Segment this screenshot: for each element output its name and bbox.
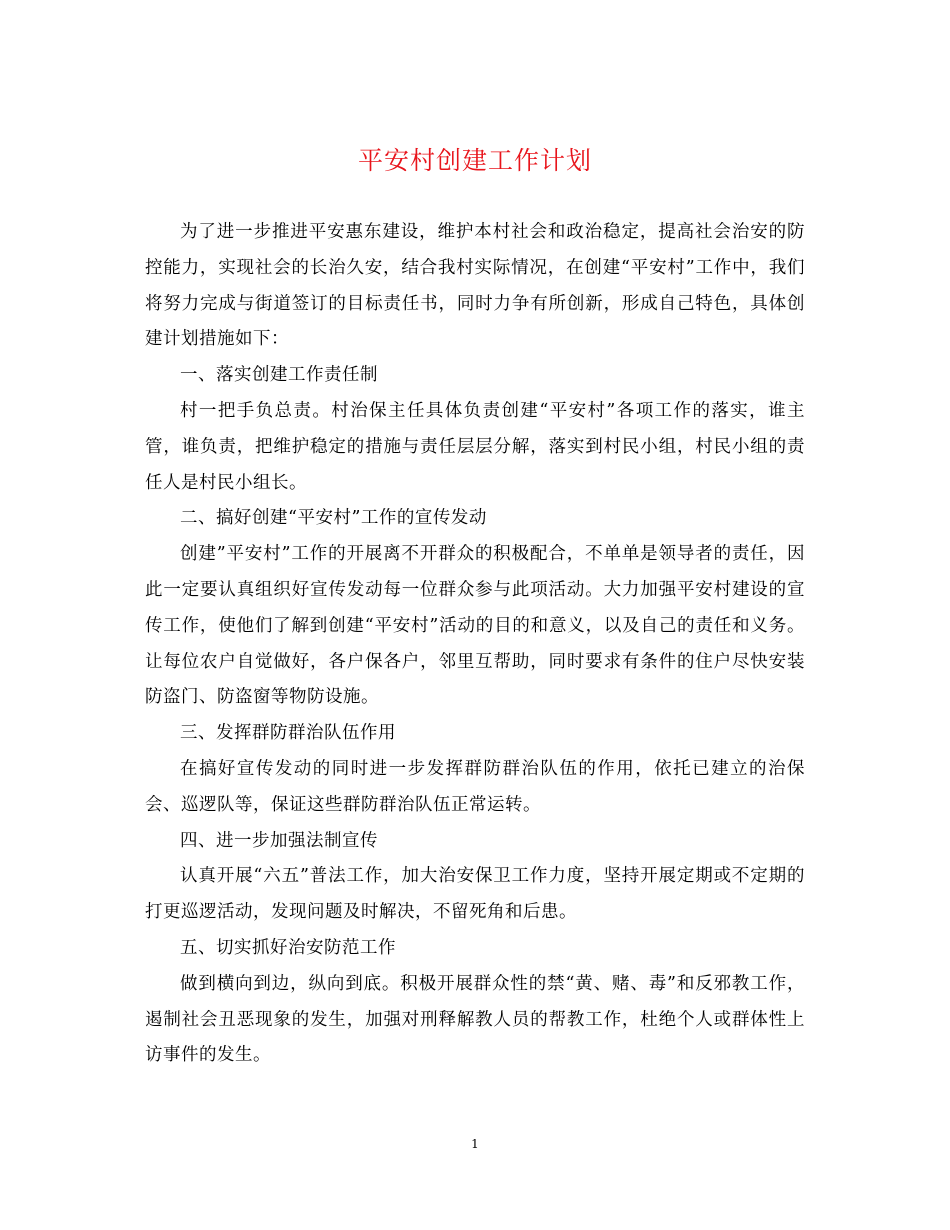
- section-paragraph-4: 认真开展“六五”普法工作，加大治安保卫工作力度，坚持开展定期或不定期的打更巡逻活动，发现问题及时解决，不留死角和后患。: [145, 866, 805, 923]
- section-heading-5: 五、切实抓好治安防范工作: [180, 937, 396, 958]
- section-heading-4: 四、进一步加强法制宣传: [180, 830, 378, 851]
- page-number: 1: [471, 1137, 479, 1151]
- section-paragraph-3: 在搞好宣传发动的同时进一步发挥群防群治队伍的作用，依托已建立的治保会、巡逻队等，保证这些群防群治队伍正常运转。: [145, 758, 805, 815]
- intro-paragraph: 为了进一步推进平安惠东建设，维护本村社会和政治稳定，提高社会治安的防控能力，实现社会的长治久安，结合我村实际情况，在创建“平安村”工作中，我们将努力完成与街道签订的目标责任书，同时力争有所创新，形成自己特色，具体创建计划措施如下：: [145, 222, 805, 350]
- section-paragraph-1: 村一把手负总责。村治保主任具体负责创建“平安村”各项工作的落实，谁主管，谁负责，把维护稳定的措施与责任层层分解，落实到村民小组，村民小组的责任人是村民小组长。: [145, 400, 805, 493]
- document-body: [145, 215, 805, 1074]
- section-heading-3: 三、发挥群防群治队伍作用: [180, 723, 396, 744]
- section-paragraph-5: 做到横向到边，纵向到底。积极开展群众性的禁“黄、赌、毒”和反邪教工作，遏制社会丑恶现象的发生，加强对刑释解教人员的帮教工作，杜绝个人或群体性上访事件的发生。: [145, 973, 805, 1066]
- section-paragraph-2: 创建”平安村”工作的开展离不开群众的积极配合，不单单是领导者的责任，因此一定要认真组织好宣传发动每一位群众参与此项活动。大力加强平安村建设的宣传工作，使他们了解到创建“平安村”活动的目的和意义，以及自己的责任和义务。让每位农户自觉做好，各户保各户，邻里互帮助，同时要求有条件的住户尽快安装防盗门、防盗窗等物防设施。: [145, 544, 805, 708]
- section-heading-1: 一、落实创建工作责任制: [180, 365, 378, 386]
- document-title: 平安村创建工作计划: [357, 146, 592, 175]
- section-heading-2: 二、搞好创建“平安村”工作的宣传发动: [180, 508, 487, 529]
